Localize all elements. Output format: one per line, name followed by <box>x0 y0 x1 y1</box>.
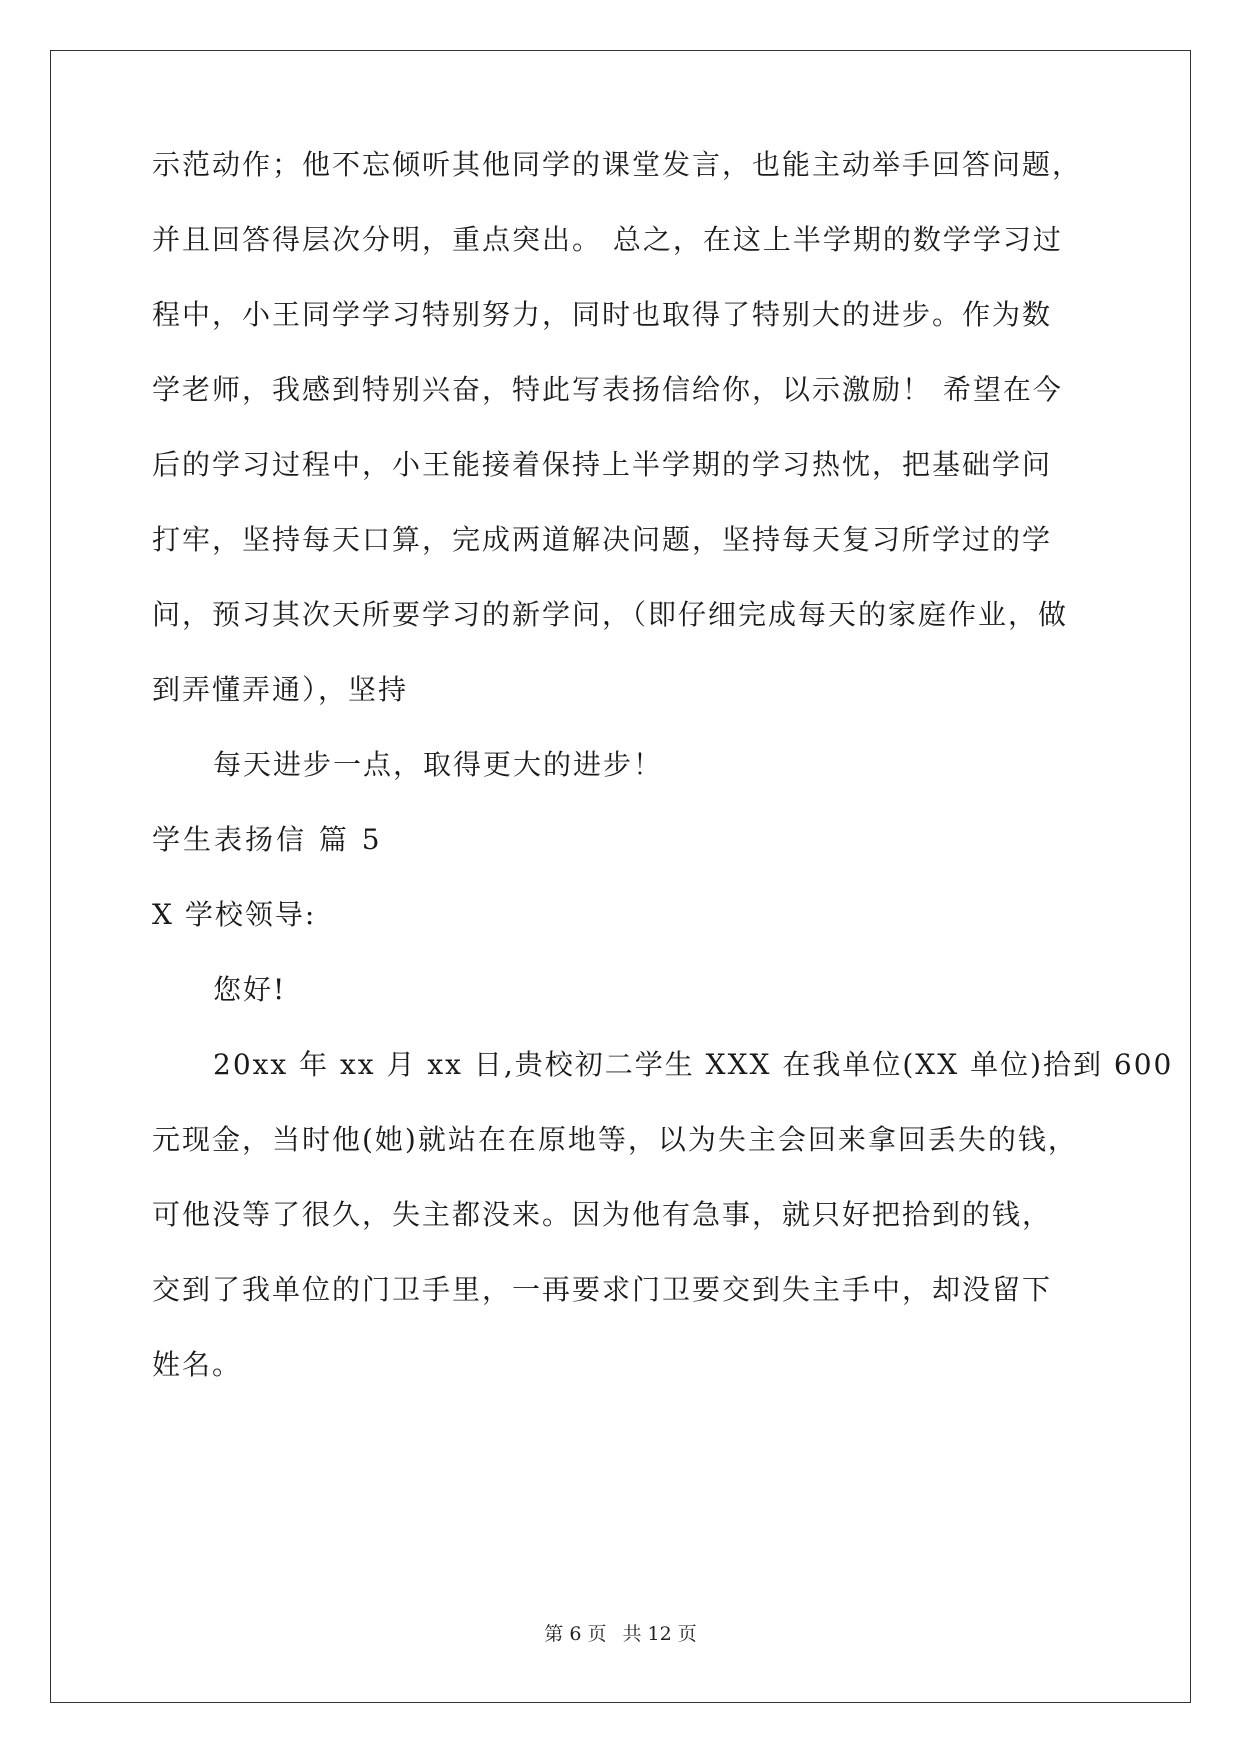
salutation: X 学校领导: <box>152 898 317 931</box>
body-line: 并且回答得层次分明，重点突出。 总之，在这上半学期的数学学习过 <box>152 223 1063 256</box>
body-line: 交到了我单位的门卫手里，一再要求门卫要交到失主手中，却没留下 <box>152 1273 1053 1306</box>
body-line: 问，预习其次天所要学习的新学问，（即仔细完成每天的家庭作业，做 <box>152 598 1069 631</box>
body-line: 示范动作；他不忘倾听其他同学的课堂发言，也能主动举手回答问题， <box>152 148 1083 181</box>
body-line: 可他没等了很久，失主都没来。因为他有急事，就只好把拾到的钱， <box>152 1198 1053 1231</box>
page-number: 第 6 页 <box>544 1623 607 1645</box>
body-line: 姓名。 <box>152 1348 243 1381</box>
body-line: 程中，小王同学学习特别努力，同时也取得了特别大的进步。作为数 <box>152 298 1053 331</box>
greeting: 您好! <box>213 973 287 1006</box>
body-line: 20xx 年 xx 月 xx 日,贵校初二学生 XXX 在我单位(XX 单位)拾到 600 <box>213 1048 1174 1081</box>
page-total: 共 12 页 <box>622 1623 697 1645</box>
body-line: 每天进步一点，取得更大的进步！ <box>213 748 664 781</box>
body-line: 元现金，当时他(她)就站在在原地等，以为失主会回来拿回丢失的钱， <box>152 1123 1078 1156</box>
body-line: 打牢，坚持每天口算，完成两道解决问题，坚持每天复习所学过的学 <box>152 523 1053 556</box>
page-footer <box>0 1622 1241 1646</box>
section-heading: 学生表扬信 篇 5 <box>152 823 383 856</box>
body-line: 学老师，我感到特别兴奋，特此写表扬信给你，以示激励！ 希望在今 <box>152 373 1063 406</box>
body-line: 到弄懂弄通），坚持 <box>152 673 409 706</box>
body-line: 后的学习过程中，小王能接着保持上半学期的学习热忱，把基础学问 <box>152 448 1053 481</box>
